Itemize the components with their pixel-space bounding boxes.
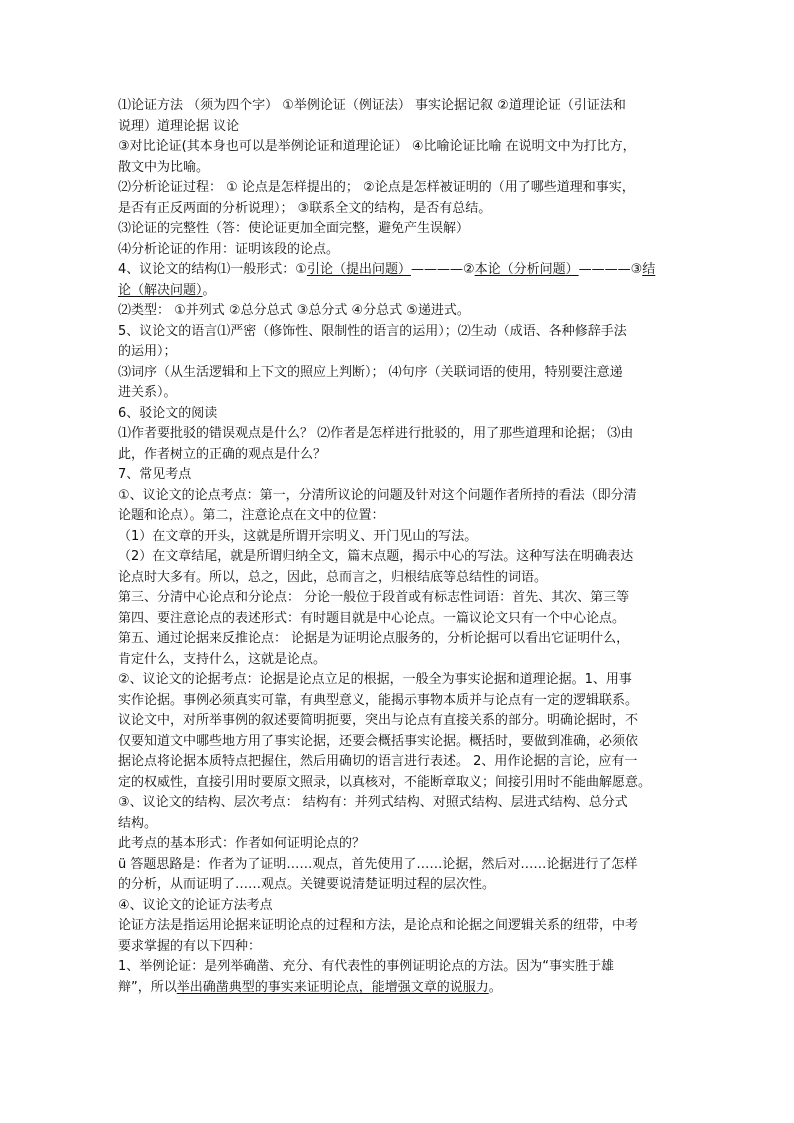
text-line: 肯定什么，支持什么，这就是论点。 <box>118 651 327 667</box>
text-line: 的运用）； <box>118 344 177 359</box>
text-line: ③、议论文的结构、层次考点： 结构有：并列式结构、对照式结构、层进式结构、总分式 <box>118 795 628 810</box>
text-line: 结构。 <box>118 815 158 831</box>
text-line: 是否有正反两面的分析说理）； ③联系全文的结构，是否有总结。 <box>118 200 492 216</box>
text-line: 议论文中，对所举事例的叙述要简明扼要，突出与论点有直接关系的部分。明确论据时，不 <box>118 713 639 728</box>
underlined-text: 引论（提出问题） <box>306 262 411 277</box>
text-line: ⑵类型： ①并列式 ②总分总式 ③总分式 ④分总式 ⑤递进式。 <box>118 303 470 318</box>
text-line: 7、常见考点 <box>118 467 192 482</box>
text-line: 据论点将论据本质特点把握住，然后用确切的语言进行表述。 2、用作论据的言论，应有一 <box>118 754 638 769</box>
text-line: 进关系）。 <box>118 385 177 400</box>
structure-line-cont <box>118 281 684 302</box>
text-segment: 辩”，所以 <box>118 979 177 995</box>
underlined-text: 结 <box>642 262 656 277</box>
text-line: 论证方法是指运用论据来证明论点的过程和方法，是论点和论据之间逻辑关系的纽带，中考 <box>118 918 639 933</box>
text-line: ⑶词序（从生活逻辑和上下文的照应上判断）； ⑷句序（关联词语的使用，特别要注意递 <box>118 364 623 380</box>
text-line: 的分析，从而证明了……观点。关键要说清楚证明过程的层次性。 <box>118 877 496 892</box>
text-line: 5、议论文的语言⑴严密（修饰性、限制性的语言的运用）；⑵生动（成语、各种修辞手法 <box>118 323 627 339</box>
text-line: ④、议论文的论证方法考点 <box>118 897 273 913</box>
text-line: ⑴论证方法 （须为四个字） ①举例论证（例证法） 事实论据记叙 ②道理论证（引证法和 <box>118 98 626 113</box>
text-segment: ————② <box>410 262 475 277</box>
underlined-text: 举出确凿典型的事实来证明论点，能增强文章的说服力 <box>176 979 489 995</box>
text-line: 1、举例论证：是列举确凿、充分、有代表性的事例证明论点的方法。因为“事实胜于雄 <box>118 959 615 974</box>
text-line: ②、议论文的论据考点：论据是论点立足的根据，一般全为事实论据和道理论据。1、用事 <box>118 672 632 687</box>
text-line: 第三、分清中心论点和分论点： 分论一般位于段首或有标志性词语：首先、其次、第三等 <box>118 590 630 605</box>
text-line: 6、驳论文的阅读 <box>118 405 218 421</box>
text-line: ⑶论证的完整性（答：使论证更加全面完整，避免产生误解） <box>118 221 470 236</box>
text-line: 定的权威性，直接引用时要原文照录，以真核对，不能断章取义；间接引用时不能曲解愿意。 <box>118 774 652 790</box>
text-line: ③对比论证(其本身也可以是举例论证和道理论证） ④比喻论证比喻 在说明文中为打比方， <box>118 139 636 154</box>
text-segment: ————③ <box>578 262 643 277</box>
text-line: 论点时大多有。所以，总之，因此，总而言之，归根结底等总结性的词语。 <box>118 569 548 585</box>
text-line: （1）在文章的开头，这就是所谓开宗明义、开门见山的写法。 <box>118 528 478 544</box>
example-line <box>118 978 684 999</box>
text-line: ⑵分析论证过程： ① 论点是怎样提出的； ②论点是怎样被证明的（用了哪些道理和事实， <box>118 180 635 195</box>
text-line: 散文中为比喻。 <box>118 159 210 175</box>
text-line: ①、议论文的论点考点：第一，分清所议论的问题及针对这个问题作者所持的看法（即分清 <box>118 487 637 503</box>
text-segment: 。 <box>202 282 216 298</box>
text-line: 此，作者树立的正确的观点是什么？ <box>118 446 327 462</box>
structure-line <box>118 260 684 281</box>
document-page <box>118 96 684 998</box>
text-line: 第四、要注意论点的表述形式：有时题目就是中心论点。一篇议论文只有一个中心论点。 <box>118 610 626 626</box>
text-line: 论题和论点）。第二，注意论点在文中的位置： <box>118 508 385 523</box>
text-line: 实作论据。事例必须真实可靠，有典型意义，能揭示事物本质并与论点有一定的逻辑联系。 <box>118 692 639 708</box>
text-line: 要求掌握的有以下四种： <box>118 938 262 954</box>
text-line: 此考点的基本形式：作者如何证明论点的？ <box>118 836 366 851</box>
text-segment: 4、议论文的结构⑴一般形式：① <box>118 262 307 277</box>
underlined-text: 论（解决问题） <box>118 282 203 298</box>
text-line: 仅要知道文中哪些地方用了事实论据，还要会概括事实论据。概括时，要做到准确，必须依 <box>118 733 639 749</box>
text-line: ⑴作者要批驳的错误观点是什么？ ⑵作者是怎样进行批驳的，用了那些道理和论据； ⑶由 <box>118 426 634 441</box>
underlined-text: 本论（分析问题） <box>474 262 579 277</box>
text-line: ⑷分析论证的作用：证明该段的论点。 <box>118 241 340 257</box>
text-line: （2）在文章结尾，就是所谓归纳全文，篇末点题，揭示中心的写法。这种写法在明确表达 <box>118 549 634 564</box>
text-line: 说理）道理论据 议论 <box>118 118 240 134</box>
text-line: 第五、通过论据来反推论点： 论据是为证明论点服务的，分析论据可以看出它证明什么， <box>118 631 630 646</box>
text-line: ü 答题思路是：作者为了证明……观点，首先使用了……论据，然后对……论据进行了怎样 <box>118 856 638 872</box>
text-segment: 。 <box>488 979 502 995</box>
